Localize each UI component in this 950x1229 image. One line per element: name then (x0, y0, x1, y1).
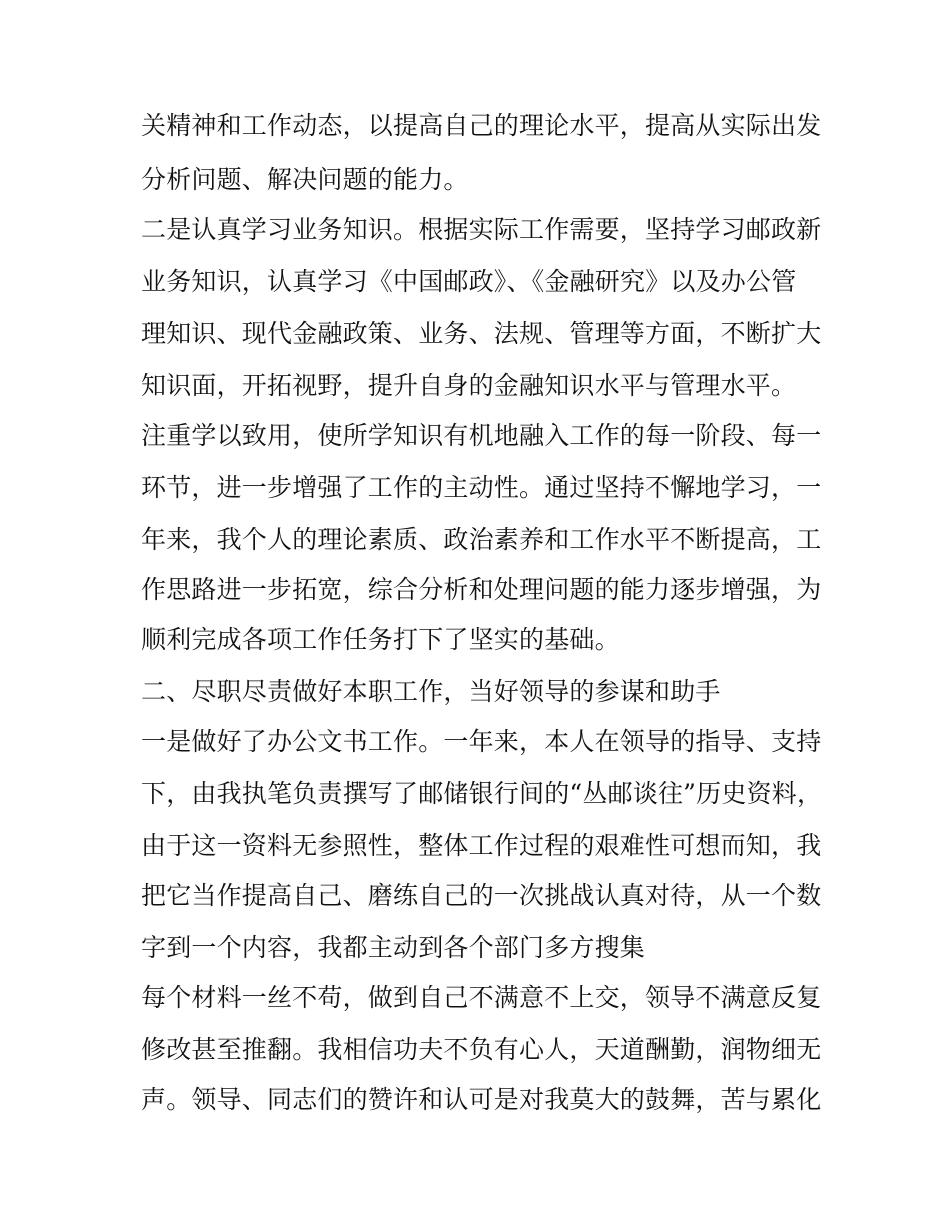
text-line: 年来，我个人的理论素质、政治素养和工作水平不断提高，工 (141, 525, 822, 554)
text-line: 一是做好了办公文书工作。一年来，本人在领导的指导、支持 (141, 727, 822, 756)
text-line: 字到一个内容，我都主动到各个部门多方搜集 (141, 933, 646, 962)
text-line: 知识面，开拓视野，提升自身的金融知识水平与管理水平。 (141, 371, 797, 400)
text-line: 关精神和工作动态，以提高自己的理论水平，提高从实际出发 (141, 111, 822, 140)
text-line: 修改甚至推翻。我相信功夫不负有心人，天道酬勤，润物细无 (141, 1035, 822, 1064)
text-line: 顺利完成各项工作任务打下了坚实的基础。 (141, 625, 620, 654)
text-line: 二是认真学习业务知识。根据实际工作需要，坚持学习邮政新 (141, 215, 822, 244)
text-line: 环节，进一步增强了工作的主动性。通过坚持不懈地学习，一 (141, 473, 822, 502)
text-line: 业务知识，认真学习《中国邮政》、《金融研究》以及办公管 (141, 267, 797, 296)
text-line: 分析问题、解决问题的能力。 (141, 165, 469, 194)
text-line: 每个材料一丝不苟，做到自己不满意不上交，领导不满意反复 (141, 983, 822, 1012)
text-line: 声。领导、同志们的赞许和认可是对我莫大的鼓舞，苦与累化 (141, 1085, 822, 1114)
text-line: 下，由我执笔负责撰写了邮储银行间的“丛邮谈往”历史资料， (141, 779, 823, 808)
text-line: 注重学以致用，使所学知识有机地融入工作的每一阶段、每一 (141, 421, 822, 450)
section-heading: 二、尽职尽责做好本职工作，当好领导的参谋和助手 (141, 677, 721, 706)
text-line: 由于这一资料无参照性，整体工作过程的艰难性可想而知，我 (141, 831, 822, 860)
text-line: 理知识、现代金融政策、业务、法规、管理等方面，不断扩大 (141, 319, 822, 348)
text-line: 作思路进一步拓宽，综合分析和处理问题的能力逐步增强，为 (141, 575, 822, 604)
text-line: 把它当作提高自己、磨练自己的一次挑战认真对待，从一个数 (141, 881, 822, 910)
